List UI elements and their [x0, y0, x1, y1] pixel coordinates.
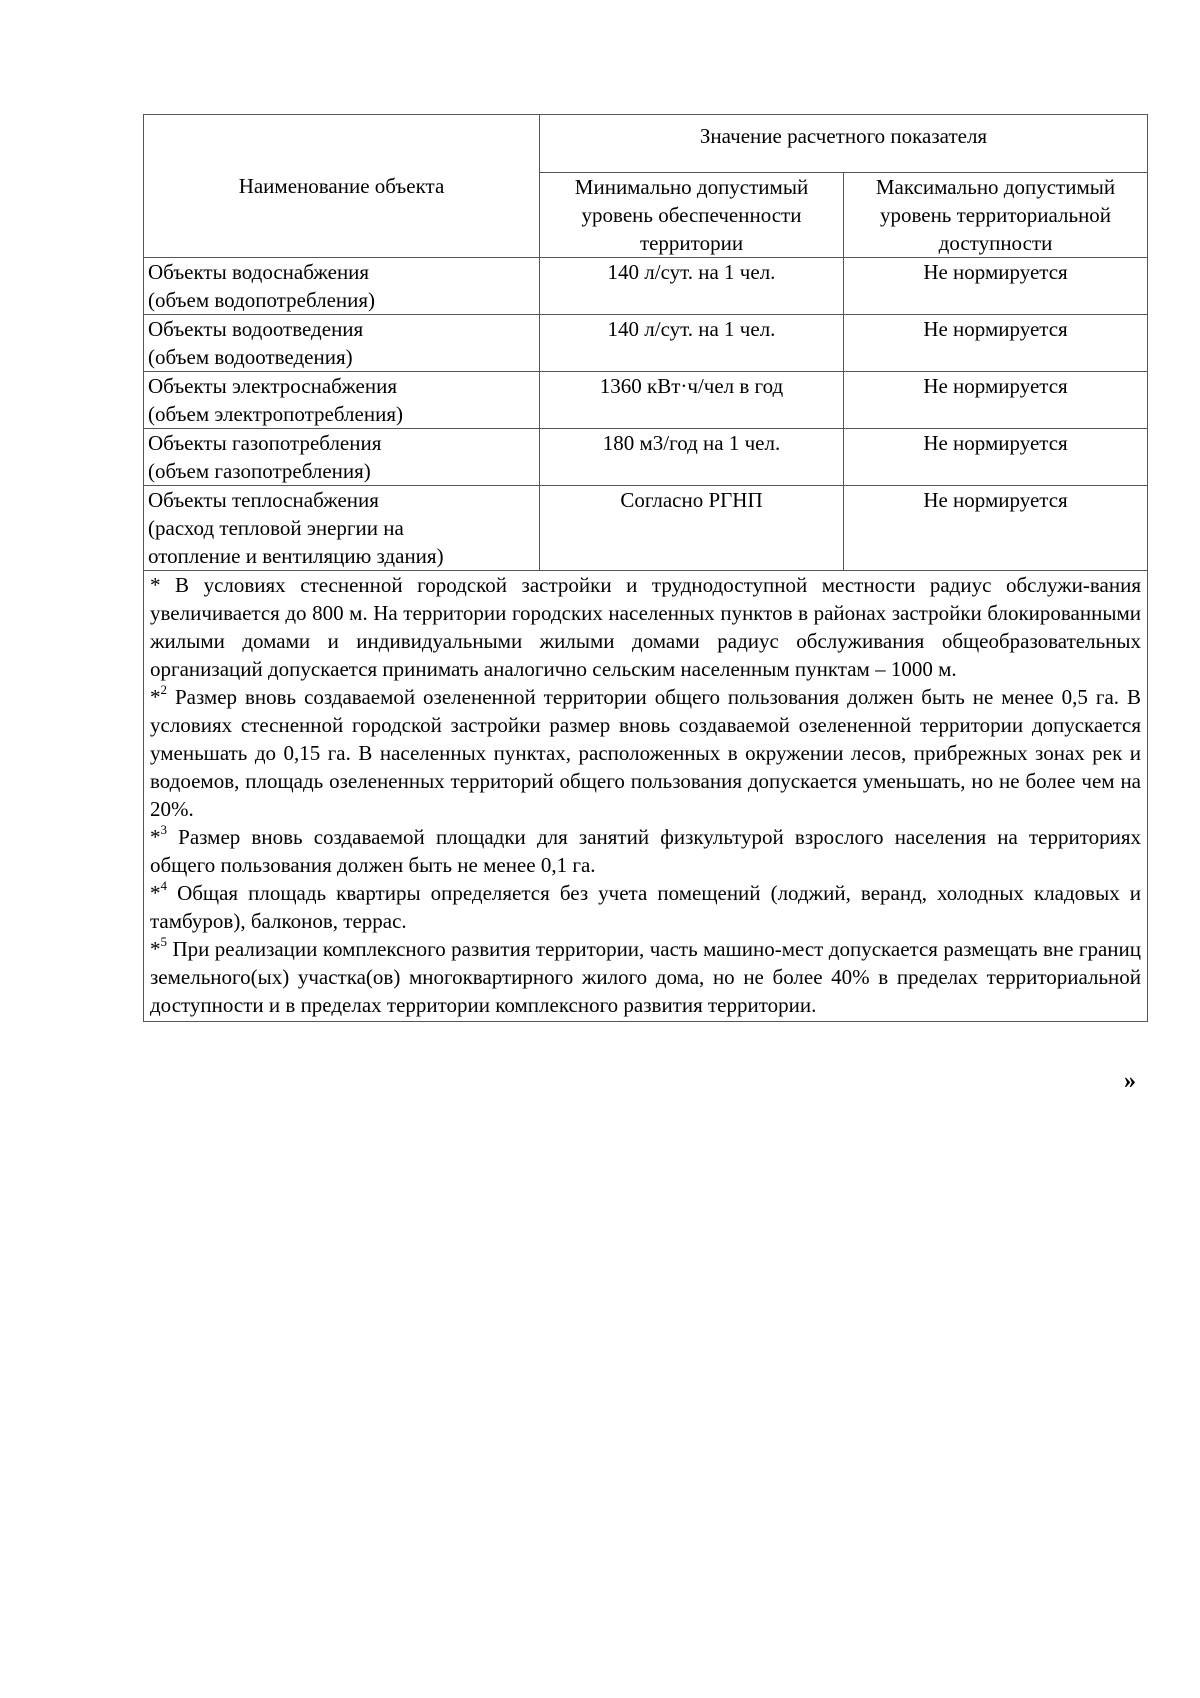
table-row	[144, 486, 1148, 571]
table-row	[144, 315, 1148, 372]
footnote-text: Размер вновь создаваемой озелененной территории общего пользования должен быть не менее 0,5 га. В условиях стесненной городской застройки размер вновь создаваемой озелененной территории допускается уменьшать до 0,15 га. В населенных пунктах, расположенных в окружении лесов, прибрежных зонах рек и водоемов, площадь озелененных территорий общего пользования допускается уменьшать, но не более чем на 20%.	[150, 685, 1141, 821]
object-name-line: отопление и вентиляцию здания)	[148, 544, 444, 568]
object-name-line: (объем водоотведения)	[148, 345, 353, 369]
table-row	[144, 429, 1148, 486]
min-value-cell: 180 м3/год на 1 чел.	[540, 429, 844, 486]
footnote	[150, 879, 1141, 935]
footnote	[150, 683, 1141, 823]
footnote	[150, 935, 1141, 1019]
footnote-marker: *	[150, 573, 161, 597]
closing-quote-mark: »	[1124, 1068, 1136, 1094]
footnote	[150, 571, 1141, 683]
footnote-text: При реализации комплексного развития территории, часть машино-мест допускается размещать вне границ земельного(ых) участка(ов) многоквартирного жилого дома, но не более 40% в пределах территориальной доступности и в пределах территории комплексного развития территории.	[150, 937, 1141, 1017]
max-value-cell: Не нормируется	[844, 315, 1148, 372]
header-max-access: Максимально допустимый уровень территориальной доступности	[844, 173, 1148, 258]
min-value-cell: 140 л/сут. на 1 чел.	[540, 315, 844, 372]
min-value-cell: Согласно РГНП	[540, 486, 844, 571]
object-name-cell	[144, 315, 540, 372]
max-value-cell: Не нормируется	[844, 486, 1148, 571]
min-value-cell: 1360 кВт·ч/чел в год	[540, 372, 844, 429]
footnote-number: 4	[160, 878, 167, 893]
min-value-cell: 140 л/сут. на 1 чел.	[540, 258, 844, 315]
object-name-line: (объем газопотребления)	[148, 459, 371, 483]
footnote-text: В условиях стесненной городской застройки и труднодоступной местности радиус обслужи-вания увеличивается до 800 м. На территории городских населенных пунктов в районах застройки блокированными жилыми домами и индивидуальными жилыми домами радиус обслуживания общеобразовательных организаций допускается принимать аналогично сельским населенным пунктам – 1000 м.	[150, 573, 1141, 681]
object-name-line: Объекты водоснабжения	[148, 260, 370, 284]
object-name-line: (расход тепловой энергии на	[148, 516, 404, 540]
footnote	[150, 823, 1141, 879]
object-name-line: (объем водопотребления)	[148, 288, 376, 312]
max-value-cell: Не нормируется	[844, 372, 1148, 429]
max-value-cell: Не нормируется	[844, 429, 1148, 486]
header-min-level: Минимально допустимый уровень обеспеченности территории	[540, 173, 844, 258]
object-name-cell	[144, 429, 540, 486]
header-row	[144, 115, 1148, 173]
footnote-marker: *	[150, 685, 161, 709]
header-object-name: Наименование объекта	[144, 115, 540, 258]
footnote-marker: *	[150, 825, 161, 849]
header-indicator-value: Значение расчетного показателя	[540, 115, 1148, 173]
footnote-text: Размер вновь создаваемой площадки для занятий физкультурой взрослого населения на территориях общего пользования должен быть не менее 0,1 га.	[150, 825, 1142, 877]
max-value-cell: Не нормируется	[844, 258, 1148, 315]
object-name-line: Объекты теплоснабжения	[148, 488, 379, 512]
footnote-number: 3	[160, 822, 167, 837]
object-name-line: Объекты электроснабжения	[148, 374, 398, 398]
object-name-cell	[144, 258, 540, 315]
footnotes-cell	[144, 571, 1148, 1022]
footnote-marker: *	[150, 881, 161, 905]
object-name-line: Объекты газопотребления	[148, 431, 382, 455]
footnote-number: 2	[160, 682, 167, 697]
object-name-line: (объем электропотребления)	[148, 402, 403, 426]
object-name-cell	[144, 486, 540, 571]
object-name-cell	[144, 372, 540, 429]
indicators-table	[143, 114, 1148, 1022]
footnote-number: 5	[160, 934, 167, 949]
notes-row	[144, 571, 1148, 1022]
table-row	[144, 258, 1148, 315]
footnote-marker: *	[150, 937, 161, 961]
table-row	[144, 372, 1148, 429]
footnote-text: Общая площадь квартиры определяется без учета помещений (лоджий, веранд, холодных кладовых и тамбуров), балконов, террас.	[150, 881, 1141, 933]
object-name-line: Объекты водоотведения	[148, 317, 364, 341]
